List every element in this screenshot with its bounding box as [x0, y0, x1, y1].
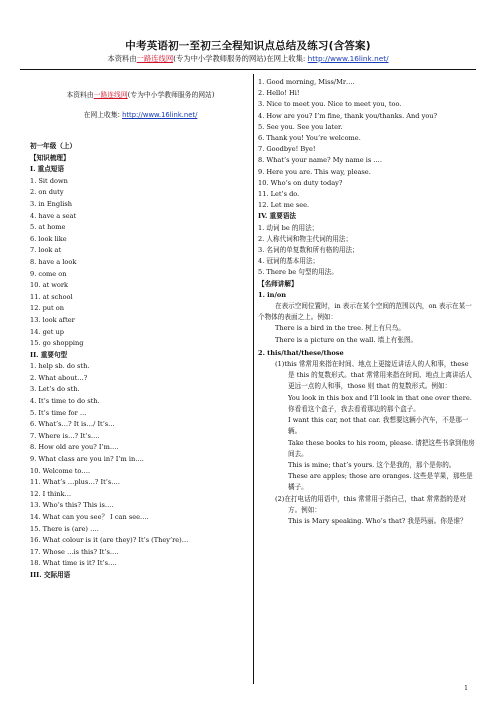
list-item: 7. look at	[30, 246, 62, 255]
list-item: 5. See you. See you later.	[258, 122, 343, 131]
list-item: 1. Good morning, Miss/Mr….	[258, 78, 355, 86]
example-sentence: There is a picture on the wall. 墙上有张图。	[275, 335, 418, 344]
list-item: 11. at school	[30, 292, 73, 301]
list-item: 9. What class are you in? I’m in….	[30, 455, 144, 464]
list-item: 1. help sb. do sth.	[30, 362, 90, 371]
explanation-paragraph: (1)this 常常用来指在时间、地点上更接近讲话人的人和事，these 是 this 的复数形式。that 常常用来指在时间、地点上离讲话人更远一点的人和事，those 则 that 的复数形式。例如：	[275, 360, 472, 391]
grade-heading: 初一年级（上）	[30, 142, 77, 150]
src-prefix: 本资料由	[66, 91, 94, 99]
list-item: 9. come on	[30, 269, 67, 278]
example-sentence: You look in this box and I’ll look in that one over there.你看看这个盒子，我去看看那边的那个盒子。	[288, 393, 472, 413]
src-url-link[interactable]: http://www.16link.net/	[122, 111, 198, 119]
explanation-paragraph: 在表示空间位置时，in 表示在某个空间的范围以内，on 表示在某一个物体的表面之上。例如：	[258, 302, 472, 322]
list-item: 2. on duty	[30, 188, 64, 197]
list-item: 5. There be 句型的用法。	[258, 268, 338, 277]
list-item: 7. Goodbye! Bye!	[258, 145, 316, 154]
example-sentence: There is a bird in the tree. 树上有只鸟。	[275, 324, 405, 333]
list-item: 8. What’s your name? My name is ….	[258, 156, 382, 165]
list-item: 7. Where is…? It’s….	[30, 431, 100, 440]
communication-heading: III. 交际用语	[30, 570, 71, 579]
dialog-list	[258, 77, 476, 211]
list-item: 4. It’s time to do sth.	[30, 397, 100, 406]
left-column	[30, 88, 245, 582]
list-item: 8. How old are you? I’m….	[30, 443, 119, 452]
list-item: 15. go shopping	[30, 339, 84, 348]
teacher-section-heading: 【名师讲解】	[258, 279, 298, 288]
item-title: 2. this/that/these/those	[258, 348, 344, 357]
example-sentence: This is mine; that’s yours. 这个是我的，那个是你的。	[288, 460, 456, 469]
list-item: 10. at work	[30, 281, 69, 290]
list-item: 15. There is (are) ….	[30, 524, 99, 533]
list-item: 6. look like	[30, 234, 67, 243]
list-item: 12. Let me see.	[258, 201, 310, 210]
source-prefix: 本资料由	[107, 54, 137, 63]
example-sentence: These are apples; those are oranges. 这些是苹果，那些是橘子。	[288, 472, 473, 492]
sentences-heading: II. 重要句型	[30, 350, 68, 359]
list-item: 17. Whose …is this? It’s….	[30, 547, 119, 556]
list-item: 3. Let’s do sth.	[30, 385, 80, 394]
list-item: 10. Who’s on duty today?	[258, 178, 343, 187]
right-column	[258, 77, 476, 527]
page-number: 1	[464, 685, 468, 692]
source-suffix: (专为中小学教师服务的网站)在网上收集:	[173, 54, 308, 63]
list-item: 2. Hello! Hi!	[258, 89, 300, 98]
list-item: 14. What can you see？ I can see….	[30, 513, 149, 521]
list-item: 13. look after	[30, 315, 75, 324]
sentence-list	[30, 361, 245, 570]
list-item: 6. Thank you! You’re welcome.	[258, 134, 361, 143]
example-sentence: I want this car, not that car. 我想要这辆小汽车，不是那一辆。	[288, 416, 469, 436]
list-item: 4. have a seat	[30, 211, 77, 220]
list-item: 3. Nice to meet you. Nice to meet you, too.	[258, 100, 402, 109]
list-item: 3. in English	[30, 199, 72, 208]
grammar-list	[258, 223, 476, 279]
list-item: 11. What’s …plus…? It’s….	[30, 478, 120, 487]
list-item: 4. 冠词的基本用法；	[258, 257, 320, 266]
src-suffix: (专为中小学教师服务的网站)	[127, 91, 215, 99]
list-item: 16. What colour is it (are they)? It’s (They’re)…	[30, 536, 189, 545]
list-item: 14. get up	[30, 327, 64, 336]
list-item: 5. It’s time for …	[30, 408, 87, 417]
example-sentence: This is Mary speaking. Who’s that? 我是玛丽。你是谁？	[288, 516, 467, 525]
list-item: 6. What’s…? It is…/ It’s…	[30, 420, 115, 429]
list-item: 1. Sit down	[30, 176, 68, 185]
list-item: 2. What about…?	[30, 373, 88, 382]
page-title: 中考英语初一至初三全程知识点总结及练习(含答案)	[125, 40, 371, 52]
src-collect: 在网上收集:	[83, 111, 123, 119]
explanation-paragraph: (2)在打电话的用语中，this 常常用于指自己，that 常常指的是对方。例如：	[275, 494, 467, 514]
item-title: 1. in/on	[258, 290, 287, 299]
column-divider	[253, 74, 254, 684]
list-item: 8. have a look	[30, 257, 77, 266]
list-item: 13. Who’s this? This is….	[30, 501, 114, 510]
list-item: 10. Welcome to….	[30, 466, 91, 475]
list-item: 18. What time is it? It’s….	[30, 559, 117, 568]
list-item: 12. I think…	[30, 489, 72, 498]
source-line	[0, 54, 496, 64]
list-item: 4. How are you? I’m fine, thank you/thanks. And you?	[258, 111, 438, 120]
src-site-link[interactable]: 一路连线网	[93, 91, 128, 99]
list-item: 5. at home	[30, 223, 66, 232]
phrase-list	[30, 176, 245, 350]
source-url-link[interactable]: http://www.16link.net/	[307, 54, 389, 63]
list-item: 9. Here you are. This way, please.	[258, 167, 371, 176]
phrases-heading: I. 重点短语	[30, 165, 65, 174]
list-item: 2. 人称代词和物主代词的用法；	[258, 234, 353, 243]
grammar-heading: IV. 重要语法	[258, 212, 297, 221]
example-sentence: Take these books to his room, please. 请把这些书拿到他房间去。	[288, 438, 475, 458]
list-item: 12. put on	[30, 304, 65, 313]
list-item: 11. Let’s do.	[258, 190, 300, 199]
source-site-link[interactable]: 一路连线网	[136, 54, 174, 63]
section-heading: 【知识梳理】	[30, 153, 70, 162]
header-divider	[20, 69, 476, 70]
list-item: 3. 名词的单复数和所有格的用法；	[258, 246, 359, 255]
source-note	[36, 88, 245, 122]
list-item: 1. 动词 be 的用法；	[258, 223, 319, 232]
